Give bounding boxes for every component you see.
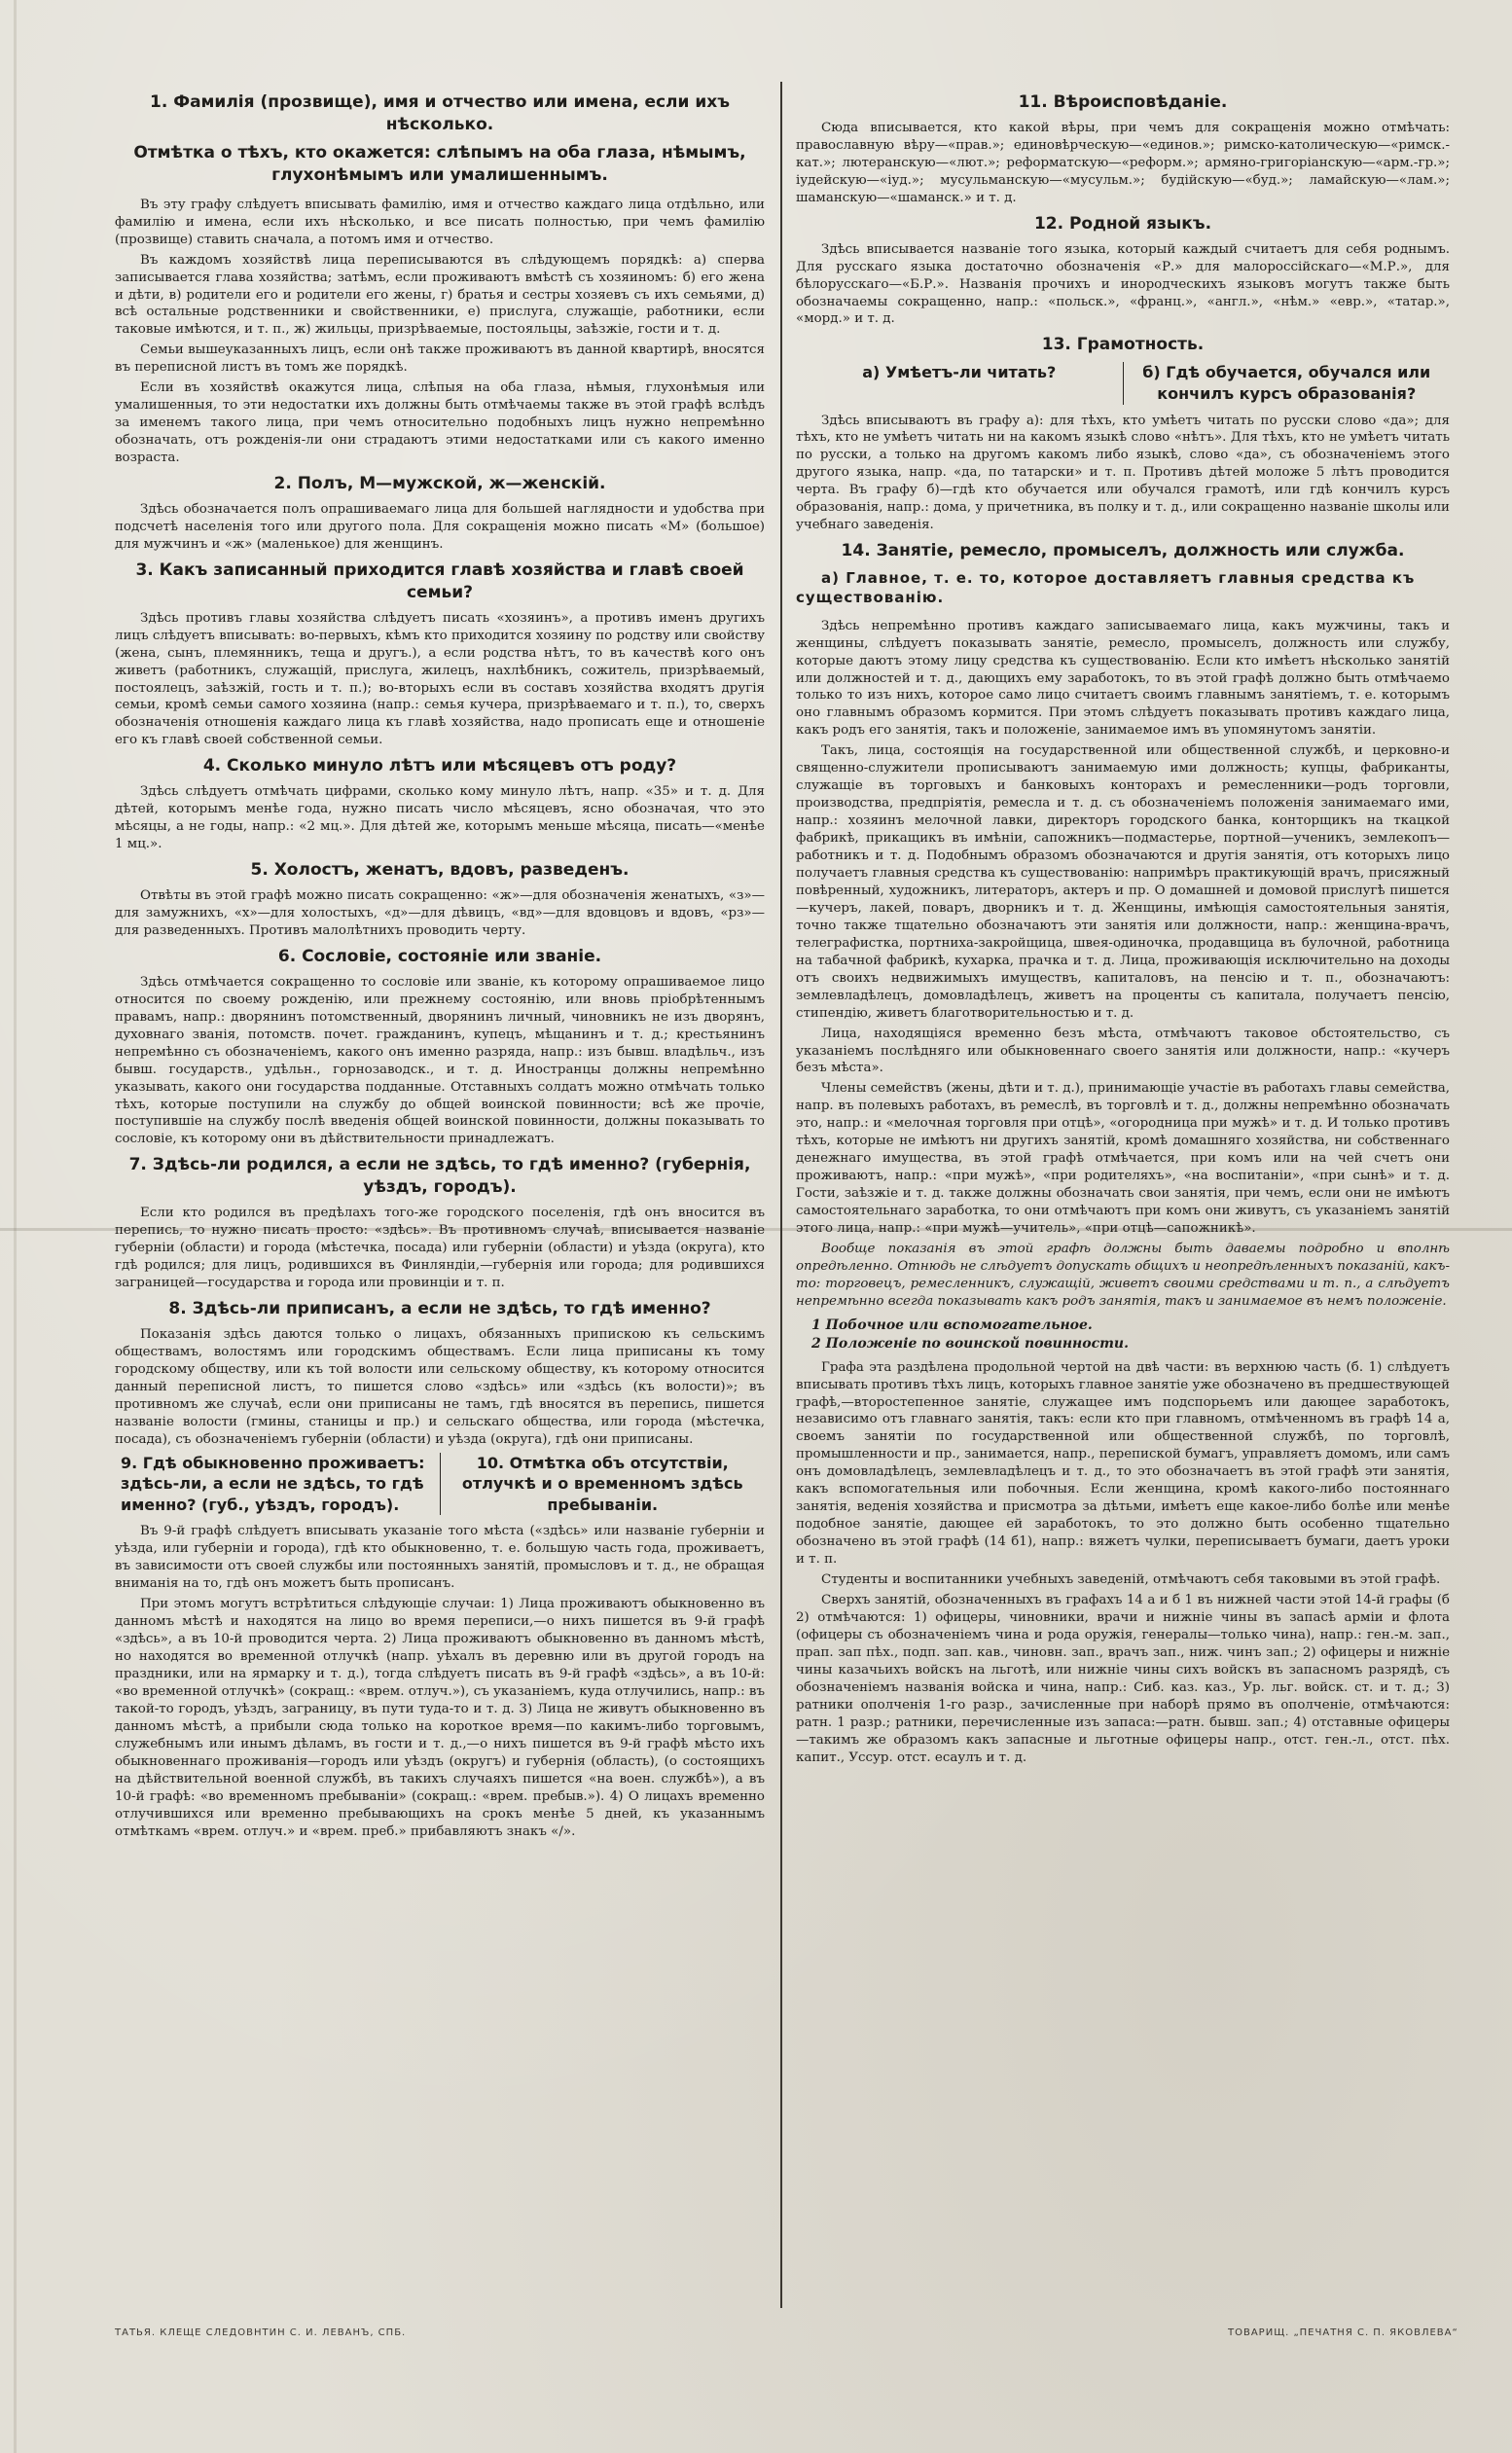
section-3-paragraph: Здѣсь противъ главы хозяйства слѣдуетъ писать «хозяинъ», а противъ именъ другихъ лицъ слѣдуетъ вписывать: во-первыхъ, кѣмъ кто приходится хозяину по родству или свойству (жена, сынъ, племянникъ, теща и другъ.), а если родства нѣтъ, то въ качествѣ кого онъ живетъ (работникъ, служащій, прислуга, жилецъ, нахлѣбникъ, сожитель, призрѣваемый, постоялецъ, заѣзжій, гость и т. п.); во-вторыхъ если въ составъ хозяйства входятъ другія семьи, кромѣ семьи самого хозяина (напр.: семья кучера, призрѣваемаго и т. п.), то, сверхъ обозначенія отношенія каждаго лица къ главѣ хозяйства, надо прописать еще и отношеніе его къ главѣ своей собственной семьи. xyxy=(115,610,765,748)
column-divider xyxy=(780,82,782,2308)
section-9-10-header xyxy=(115,1453,765,1516)
section-14b-list xyxy=(811,1317,1450,1353)
section-7-paragraph: Если кто родился въ предѣлахъ того-же городского поселенія, гдѣ онъ вносится въ перепись, то нужно писать просто: «здѣсь». Въ противномъ случаѣ, вписывается названіе губерніи (области) и города (мѣстечка, посада) или губерніи (области) и уѣзда (округа), кто гдѣ родился; для лицъ, родившихся въ Финляндіи,—губернія или города; для родившихся заграницей—государства и города или провинціи и т. п. xyxy=(115,1206,765,1291)
section-2-title: 2. Полъ, М—мужской, ж—женскій. xyxy=(273,474,606,494)
section-9-paragraph: Въ 9-й графѣ слѣдуетъ вписывать указаніе того мѣста («здѣсь» или названіе губерніи и уѣзда, или губерніи и города), гдѣ кто обыкновенно, т. е. большую часть года, проживаетъ, въ зависимости отъ своей службы или постоянныхъ занятій, промысловъ и т. д., не обращая вниманія на то, гдѣ онъ можетъ быть прописанъ. xyxy=(115,1524,765,1592)
section-14b-paragraph: Студенты и воспитанники учебныхъ заведеній, отмѣчаютъ себя таковыми въ этой графѣ. xyxy=(821,1572,1441,1588)
section-14b-paragraph: Сверхъ занятій, обозначенныхъ въ графахъ 14 а и б 1 въ нижней части этой 14-й графы (б 2) отмѣчаются: 1) офицеры, чиновники, врачи и нижніе чины въ запасѣ арміи и флота (офицеры съ обозначеніемъ чина и рода оружія, генералы—только чина), напр.: ген.-м. зап., прап. зап пѣх., подп. зап. кав., чиновн. зап., врачъ зап., ниж. чинъ зап.; 2) офицеры и нижніе чины казачьихъ войскъ на льготѣ, или нижніе чины сихъ войскъ въ запасномъ разрядѣ, съ обозначеніемъ названія войска и чина, напр.: Сиб. каз. каз., Ур. льг. войск. ст. и т. д.; 3) ратники ополченія 1-го разр., зачисленные при наборѣ прямо въ ополченіе, отмѣчаются: ратн. 1 разр.; ратники, перечисленные изъ запаса:—ратн. бывш. зап.; 4) отставные офицеры—такимъ же образомъ какъ запасные и льготные офицеры напр., отст. ген.-л., отст. пѣх. капит., Уссур. отст. есаулъ и т. д. xyxy=(796,1592,1450,1765)
section-11-paragraph: Сюда вписывается, кто какой вѣры, при чемъ для сокращенія можно отмѣчать: православную вѣру—«прав.»; единовѣрческую—«единов.»; римско-католическую—«римск.-кат.»; лютеранскую—«лют.»; реформатскую—«реформ.»; армяно-григоріанскую—«арм.-гр.»; іудейскую—«іуд.»; мусульманскую—«мусульм.»; будійскую—«буд.»; ламайскую—«лам.»; шаманскую—«шаманск.» и т. д. xyxy=(796,120,1450,205)
section-14b-item: 2 Положеніе по воинской повинности. xyxy=(811,1335,1129,1352)
section-1-subtitle: Отмѣтка о тѣхъ, кто окажется: слѣпымъ на оба глаза, нѣмымъ, глухонѣмымъ или умалишеннымъ. xyxy=(133,142,746,185)
section-8-title: 8. Здѣсь-ли приписанъ, а если не здѣсь, то гдѣ именно? xyxy=(168,1299,711,1318)
right-column xyxy=(796,86,1450,1770)
section-5-title: 5. Холостъ, женатъ, вдовъ, разведенъ. xyxy=(250,860,630,881)
section-9-title: 9. Гдѣ обыкновенно проживаетъ: здѣсь-ли, а если не здѣсь, то гдѣ именно? (губ., уѣздъ, городъ). xyxy=(121,1453,425,1514)
section-4-paragraph: Здѣсь слѣдуетъ отмѣчать цифрами, сколько кому минуло лѣтъ, напр. «35» и т. д. Для дѣтей, которымъ менѣе года, нужно писать число мѣсяцевъ, ясно обозначая, что это мѣсяцы, а не годы, напр.: «2 мц.». Для дѣтей же, которымъ меньше мѣсяца, писать—«менѣе 1 мц.». xyxy=(115,784,765,852)
section-2-paragraph: Здѣсь обозначается полъ опрашиваемаго лица для большей наглядности и удобства при подсчетѣ населенія того или другого пола. Для сокращенія можно писать «М» (большое) для мужчинъ и «ж» (маленькое) для женщинъ. xyxy=(115,501,765,552)
section-12-title: 12. Родной языкъ. xyxy=(1033,213,1212,234)
section-13-title: 13. Грамотность. xyxy=(1041,335,1205,355)
section-14-paragraph: Такъ, лица, состоящія на государственной или общественной службѣ, и церковно-и священно-служители прописываютъ занимаемую ими должность; купцы, фабриканты, служащіе въ торговыхъ и банковыхъ конторахъ и ремесленники—родъ торговли, производства, предпріятія, ремесла и т. д. съ обозначеніемъ положенія занимаемаго ими, напр.: хозяинъ мелочной лавки, директоръ городского банка, конторщикъ на ткацкой фабрикѣ, прикащикъ въ имѣніи, сапожникъ—подмастерье, портной—ученикъ, землекопъ—работникъ и т. д. Подобнымъ образомъ обозначаются и другія занятія, отъ которыхъ лицо получаетъ главныя средства къ существованію: напримѣръ практикующій врачъ, присяжный повѣренный, художникъ, литераторъ, актеръ и пр. О домашней и домовой прислугѣ пишется—кучеръ, лакей, поваръ, дворникъ и т. д. Женщины, имѣющія самостоятельныя занятія, точно также тщательно обозначаютъ эти занятія или должности, напр.: женщина-врачъ, телеграфистка, портниха-закройщица, швея-одиночка, продавщица въ булочной, работница на табачной фабрикѣ, кухарка, прачка и т. д. Лица, проживающія исключительно на доходы отъ своихъ недвижимыхъ имуществъ, капиталовъ, на пенсію и т. п., обозначаютъ: землевладѣлецъ, домовладѣлецъ, живетъ на проценты съ капитала, получаетъ пенсію, стипендію, живетъ благотворительностью и т. д. xyxy=(796,743,1450,1021)
section-1-paragraph: Въ эту графу слѣдуетъ вписывать фамилію, имя и отчество каждаго лица отдѣльно, или фамилію и имена, если ихъ нѣсколько, и все писать полностью, при чемъ фамилію (прозвище) ставить сначала, а потомъ имя и отчество. xyxy=(115,197,765,247)
section-13-paragraph: Здѣсь вписываютъ въ графу а): для тѣхъ, кто умѣетъ читать по русски слово «да»; для тѣхъ, кто не умѣетъ читать ни на какомъ языкѣ слово «нѣтъ». Для тѣхъ, кто не умѣетъ читать по русски, а только на другомъ какомъ либо языкѣ, слово «да», съ обозначеніемъ этого другого языка, напр. «да, по татарски» и т. п. Противъ дѣтей моложе 5 лѣтъ проводится черта. Въ графу б)—гдѣ кто обучается или обучался грамотѣ, или гдѣ кончилъ курсъ образованія, напр.: дома, у причетника, въ полку и т. д., или сокращенно названіе школы или учебнаго заведенія. xyxy=(796,413,1450,533)
section-6-paragraph: Здѣсь отмѣчается сокращенно то сословіе или званіе, къ которому опрашиваемое лицо относится по своему рожденію, или прежнему состоянію, или вновь пріобрѣтеннымъ правамъ, напр.: дворянинъ потомственный, дворянинъ личный, чиновникъ не изъ дворянъ, духовнаго званія, потомств. почет. гражданинъ, купецъ, мѣщанинъ и т. д.; крестьянинъ непремѣнно съ обозначеніемъ, какого онъ именно разряда, напр.: изъ бывш. владѣльч., изъ бывш. государств., удѣльн., горнозаводск., и т. д. Иностранцы должны непремѣнно указывать, какого они государства подданные. Отставныхъ солдатъ можно отмѣчать только тѣхъ, которые поступили на службу до общей воинской повинности; всѣ же прочіе, поступившіе на службу послѣ введенія общей воинской повинности, должны показывать то сословіе, къ которому они въ дѣйствительности принадлежатъ. xyxy=(115,974,765,1147)
left-column xyxy=(115,86,765,1844)
printer-imprint-right: ТОВАРИЩ. „ПЕЧАТНЯ С. П. ЯКОВЛЕВА“ xyxy=(1228,2327,1458,2338)
section-3-title: 3. Какъ записанный приходится главѣ хозяйства и главѣ своей семьи? xyxy=(135,559,744,602)
section-14-paragraph: Лица, находящіяся временно безъ мѣста, отмѣчаютъ таковое обстоятельство, съ указаніемъ послѣдняго или обыкновеннаго своего занятія или должности, напр.: «кучеръ безъ мѣста». xyxy=(796,1026,1450,1076)
section-4-title: 4. Сколько минуло лѣтъ или мѣсяцевъ отъ роду? xyxy=(202,756,677,776)
section-11-title: 11. Вѣроисповѣданіе. xyxy=(1018,92,1228,112)
section-8-paragraph: Показанія здѣсь даются только о лицахъ, обязанныхъ припискою къ сельскимъ обществамъ, волостямъ или городскимъ обществамъ. Если лица приписаны къ тому городскому обществу, или къ той волости или сельскому обществу, къ которому относится данный переписной листъ, то пишется слово «здѣсь» или «здѣсь (къ волости)»; въ противномъ же случаѣ, если они приписаны не тамъ, гдѣ вносятся въ перепись, пишется названіе волости (гмины, станицы и пр.) и сельскаго общества, или города (мѣстечка, посада), съ обозначеніемъ губерніи (области) и уѣзда (округа), гдѣ они приписаны. xyxy=(115,1326,765,1447)
section-7-title: 7. Здѣсь-ли родился, а если не здѣсь, то гдѣ именно? (губернія, уѣздъ, городъ). xyxy=(128,1155,751,1198)
section-1-paragraph: Если въ хозяйствѣ окажутся лица, слѣпыя на оба глаза, нѣмыя, глухонѣмыя или умалишенныя, то эти недостатки ихъ должны быть отмѣчаемы также въ этой графѣ вслѣдъ за именемъ такого лица, при чемъ относительно подобныхъ лицъ нужно непремѣнно обозначать, отъ рожденія-ли они страдаютъ этими недостатками или съ какого именно возраста. xyxy=(115,380,765,466)
section-14-note: Вообще показанія въ этой графѣ должны быть даваемы подробно и вполнѣ опредѣленно. Отнюдь не слѣдуетъ допускать общихъ и неопредѣленныхъ показаній, какъ-то: торговецъ, ремесленникъ, служащій, живетъ своими средствами и т. п., а слѣдуетъ непремѣнно всегда показывать какъ родъ занятія, такъ и занимаемое въ немъ положеніе. xyxy=(796,1242,1450,1309)
section-1-paragraph: Въ каждомъ хозяйствѣ лица переписываются въ слѣдующемъ порядкѣ: а) сперва записывается глава хозяйства; затѣмъ, если проживаютъ вмѣстѣ съ хозяиномъ: б) его жена и дѣти, в) родители его и родители его жены, г) братья и сестры хозяевъ съ ихъ семьями, д) всѣ остальные родственники и свойственники, е) прислуга, служащіе, работники, если таковые имѣются, и т. п., ж) жильцы, призрѣваемые, постояльцы, заѣзжіе, гости и т. д. xyxy=(115,252,765,338)
section-13a-title: а) Умѣетъ-ли читать? xyxy=(862,363,1057,382)
section-14a-subtitle: а) Главное, т. е. то, которое доставляетъ главныя средства къ существованію. xyxy=(796,569,1416,607)
section-13b-title: б) Гдѣ обучается, обучался или кончилъ курсъ образованія? xyxy=(1123,362,1451,404)
section-1-title: 1. Фамилія (прозвище), имя и отчество или имена, если ихъ нѣсколько. xyxy=(150,92,730,134)
section-14b-paragraph: Графа эта раздѣлена продольной чертой на двѣ части: въ верхнюю часть (б. 1) слѣдуетъ вписывать противъ тѣхъ лицъ, которыхъ главное занятіе уже обозначено въ предшествующей графѣ,—второстепенное занятіе, служащее имъ подспорьемъ или дающее заработокъ, независимо отъ главнаго занятія, такъ: если кто при главномъ, отмѣченномъ въ графѣ 14 а, своемъ занятіи по государственной или общественной службѣ, по торговлѣ, промышленности и пр., занимается, напр., перепиской бумагъ, управляетъ домомъ, или самъ онъ домовладѣлецъ, землевладѣлецъ и т. д., то это обозначаетъ въ этой графѣ эти занятія, какъ вспомогательныя или побочныя. Если женщина, кромѣ какого-либо постояннаго занятія, веденія хозяйства и присмотра за дѣтьми, имѣетъ еще какое-либо болѣе или менѣе подобное занятіе, дающее ей заработокъ, то это должно быть особенно тщательно обозначено въ этой графѣ (14 б1), напр.: вяжетъ чулки, переписываетъ бумаги, даетъ уроки и т. п. xyxy=(796,1359,1450,1568)
section-14-paragraph: Здѣсь непремѣнно противъ каждаго записываемаго лица, какъ мужчины, такъ и женщины, слѣдуетъ показывать занятіе, ремесло, промыселъ, должность или службу, которые даютъ этому лицу средства къ существованію. Если кто имѣетъ нѣсколько занятій или должностей и т. д., дающихъ ему заработокъ, то въ этой графѣ должно быть отмѣчаемо только то изъ нихъ, которое само лицо считаетъ своимъ главнымъ занятіемъ, т. е. которымъ оно главнымъ образомъ кормится. При этомъ слѣдуетъ показывать противъ каждаго лица, какъ родъ его занятія, такъ и положеніе, занимаемое имъ въ упомянутомъ занятіи. xyxy=(796,618,1450,739)
section-1-paragraph: Семьи вышеуказанныхъ лицъ, если онѣ также проживаютъ въ данной квартирѣ, вносятся въ переписной листъ въ томъ же порядкѣ. xyxy=(115,343,765,376)
section-9-paragraph: При этомъ могутъ встрѣтиться слѣдующіе случаи: 1) Лица проживаютъ обыкновенно въ данномъ мѣстѣ и находятся на лицо во время переписи,—о нихъ пишется въ 9-й графѣ «здѣсь», а въ 10-й проводится черта. 2) Лица проживаютъ обыкновенно въ данномъ мѣстѣ, но находятся во временной отлучкѣ (напр. уѣхалъ въ деревню или въ другой городъ на праздники, или на ярмарку и т. д.), тогда слѣдуетъ писать въ 9-й графѣ «здѣсь», а въ 10-й: «во временной отлучкѣ» (сокращ.: «врем. отлуч.»), съ указаніемъ, куда отлучились, напр.: въ такой-то городъ, уѣздъ, заграницу, въ пути туда-то и т. д. 3) Лица не живутъ обыкновенно въ данномъ мѣстѣ, а прибыли сюда только на короткое время—по какимъ-либо торговымъ, служебнымъ или инымъ дѣламъ, въ гости и т. д.,—о нихъ пишется въ 9-й графѣ мѣсто ихъ обыкновеннаго проживанія—городъ или уѣздъ (округъ) и губернія (область), (о состоящихъ на дѣйствительной военной службѣ, въ такихъ случаяхъ пишется «на воен. службѣ»), а въ 10-й графѣ: «во временномъ пребываніи» (сокращ.: «врем. пребыв.»). 4) О лицахъ временно отлучившихся или временно пребывающихъ на срокъ менѣе 5 дней, къ указаннымъ отмѣткамъ «врем. отлуч.» и «врем. преб.» прибавляютъ знакъ «/». xyxy=(115,1597,765,1839)
section-14b-item: 1 Побочное или вспомогательное. xyxy=(811,1317,1093,1333)
section-6-title: 6. Сословіе, состояніе или званіе. xyxy=(277,946,602,966)
section-14-paragraph: Члены семействъ (жены, дѣти и т. д.), принимающіе участіе въ работахъ главы семейства, напр. въ полевыхъ работахъ, въ ремеслѣ, въ торговлѣ и т. д., должны непремѣнно обозначать это, напр.: и «мелочная торговля при отцѣ», «огородница при мужѣ» и т. д. И только противъ тѣхъ, которые не имѣютъ ни другихъ занятій, кромѣ домашняго хозяйства, ни собственнаго денежнаго имущества, въ этой графѣ отмѣчается, при комъ или на чей счетъ они проживаютъ, напр.: «при мужѣ», «при родителяхъ», «на воспитаніи», «при сынѣ» и т. д. Гости, заѣзжіе и т. д. также должны обозначать свои занятія, при чемъ, если они не имѣютъ самостоятельнаго заработка, то они отмѣчаютъ при комъ они живутъ, съ указаніемъ занятій этого лица, напр.: «при мужѣ—учитель», «при отцѣ—сапожникѣ». xyxy=(796,1081,1450,1237)
section-12-paragraph: Здѣсь вписывается названіе того языка, который каждый считаетъ для себя роднымъ. Для русскаго языка достаточно обозначенія «Р.» для малороссійскаго—«М.Р.», для бѣлорусскаго—«Б.Р.». Названія прочихъ и инородческихъ языковъ могутъ также быть обозначаемы сокращенно, напр.: «польск.», «франц.», «англ.», «нѣм.» «евр.», «татар.», «морд.» и т. д. xyxy=(796,241,1450,327)
section-10-title: 10. Отмѣтка объ отсутствіи, отлучкѣ и о временномъ здѣсь пребываніи. xyxy=(440,1453,766,1516)
section-5-paragraph: Отвѣты въ этой графѣ можно писать сокращенно: «ж»—для обозначенія женатыхъ, «з»—для замужнихъ, «х»—для холостыхъ, «д»—для дѣвицъ, «вд»—для вдовцовъ и вдовъ, «рз»—для разведенныхъ. Противъ малолѣтнихъ проводить черту. xyxy=(115,888,765,938)
printer-imprint-left: ТАТЬЯ. КЛЕЩЕ СЛЕДОВНТИН С. И. ЛЕВАНЪ, СПБ. xyxy=(115,2327,407,2338)
section-13-header xyxy=(796,362,1450,404)
section-14-title: 14. Занятіе, ремесло, промыселъ, должность или служба. xyxy=(841,541,1405,561)
paper-edge-left xyxy=(14,0,17,2453)
